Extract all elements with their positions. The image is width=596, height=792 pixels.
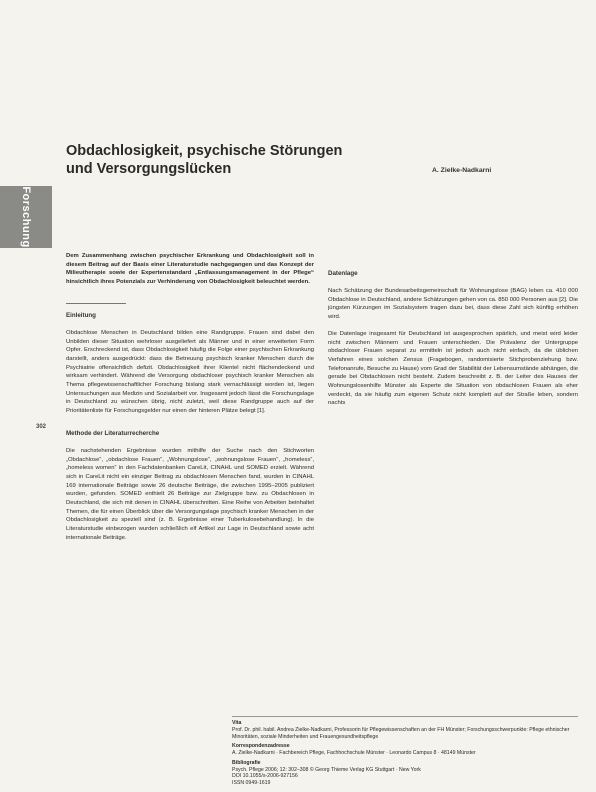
page-number: 302	[36, 424, 47, 430]
heading-methode: Methode der Literaturrecherche	[66, 429, 160, 437]
title-line-1: Obdachlosigkeit, psychische Störungen	[66, 143, 343, 159]
methode-text: Die nachstehenden Ergebnisse wurden mithilfe der Suche nach den Stichworten „Obdachlose“, „obdachlose Frauen“, „Wohnungslose“, „wohnungslose Frauen“, „homeless“, „homeless women“ in den Fachdatenbanken CareLit, CINAHL und SOMED erzielt. Während sich in CareLit nicht ein einziger Beitrag zu obdachlosen Menschen fand, wurden in CINAHL 169 internationale Beiträge sowie 26 deutsche Beiträge, die zwischen 1995–2005 publiziert wurden, gefunden. SOMED enthielt 26 Beiträge zur Zielgruppe bzw. zu Obdachlosen in Deutschland, die sich mit denen in CINAHL überschnitten. Eine Reihe von Arbeiten beinhaltet Themen, die für einen Überblick über die Versorgungslage psychisch kranker Menschen in der Obdachlosigkeit zu speziell sind (z. B. Ergebnisse einer Tuberkulosebehandlung). In die Literaturstudie einbezogen wurden schließlich elf Artikel zur Lage in Deutschland sowie acht internationale Beiträge.	[66, 447, 314, 541]
heading-einleitung: Einleitung	[66, 311, 96, 319]
title-line-2: und Versorgungslücken	[66, 161, 232, 177]
article-author: A. Zielke-Nadkarni	[432, 167, 492, 174]
datenlage-text-2: Die Datenlage insgesamt für Deutschland ist ausgesprochen spärlich, und meist wird leider nicht zwischen Männern und Frauen unterschieden. Die Prävalenz der Untergruppe obdachloser Frauen separat zu ermitteln ist jedoch auch nicht einfach, da die üblichen Verfahren eines solchen Zensus (Fragebogen, randomisierte Stichprobenziehung bzw. Telefonanrufe, Besuche zu Hause) vom Grad der Stabilität der Lebensumstände abhängen, die gerade bei Obdachlosen nicht besteht. Zudem beschreibt z. B. der Leiter des Hauses der Wohnungslosenhilfe Münster als Experte die Situation von obdachlosen Frauen als eher verdeckt, da sie häufig zum eigenen Schutz nicht komplett auf der Straße leben, sondern nachts	[328, 330, 578, 407]
vita-text: Prof. Dr. phil. habil. Andrea Zielke-Nadkarni, Professorin für Pflegewissenschaften an der FH Münster; Forschungsschwerpunkte: Pflege ethnischer Minoritäten, soziale Minderheiten und Frauengesundheitspflege	[232, 727, 570, 740]
contact-text: A. Zielke-Nadkarni · Fachbereich Pflege, Fachhochschule Münster · Leonardo Campus 8 · 48149 Münster	[232, 750, 476, 757]
bibliography-issn: ISSN 0949-1619	[232, 779, 271, 786]
heading-datenlage: Datenlage	[328, 270, 358, 277]
bibliography-heading: Bibliografie	[232, 759, 261, 766]
section-label: Forschung	[20, 186, 32, 248]
right-column	[328, 252, 578, 408]
datenlage-text-1: Nach Schätzung der Bundesarbeitsgemeinschaft für Wohnungslose (BAG) leben ca. 410 000 Obdachlose in Deutschland, andere Schätzungen gehen von ca. 850 000 Personen aus [2]. Die jüngsten Kürzungen im Sozialsystem tragen dazu bei, dass diese Zahl sich künftig erhöhen wird.	[328, 288, 578, 321]
contact-heading: Korrespondenzadresse	[232, 743, 290, 750]
vita-heading: Vita	[232, 720, 242, 726]
einleitung-text: Obdachlose Menschen in Deutschland bilden eine Randgruppe. Frauen sind dabei den Unbilden dieser Situation wehrloser ausgeliefert als Männer und in einer erweiterten Form Opfer. Erschreckend ist, dass Obdachlosigkeit häufig die Folge einer psychischen Erkrankung darstellt, anders ausgedrückt: dass die Betreuung psychisch kranker Menschen durch die Psychiatrie offensichtlich defizit. Obdachlosigkeit ihrer Klientel nicht flächendeckend und wirksam verhindert. Während die Versorgung obdachloser psychisch kranker Menschen als Thema pflegewissenschaftlicher Forschung bislang stark vernachlässigt worden ist, liegen Untersuchungen aus Medizin und Sozialarbeit vor. Insgesamt jedoch lässt die Forschungslage in Deutschland zu wünschen übrig, nicht zuletzt, weil diese Randgruppe auch auf der Prioritätenliste für Forschungsgelder nur einen der hinteren Plätze belegt [1].	[66, 329, 314, 415]
article-title	[66, 142, 366, 178]
bibliography-line-1: Psych. Pflege 2006; 12: 302–308 © Georg Thieme Verlag KG Stuttgart · New York	[232, 766, 421, 773]
left-column	[66, 252, 314, 543]
abstract-divider	[66, 303, 126, 304]
bibliography-doi: DOI 10.1055/s-2006-927156	[232, 773, 298, 780]
article-info-box	[232, 716, 578, 787]
abstract: Dem Zusammenhang zwischen psychischer Erkrankung und Obdachlosigkeit soll in diesem Beitrag auf der Basis einer Literaturstudie nachgegangen und das Konzept der Milieutherapie sowie der Expertenstandard „Entlassungsmanagement in der Pflege“ hinsichtlich ihres Potenzials zur Verhinderung von Obdachlosigkeit beleuchtet werden.	[66, 253, 314, 286]
